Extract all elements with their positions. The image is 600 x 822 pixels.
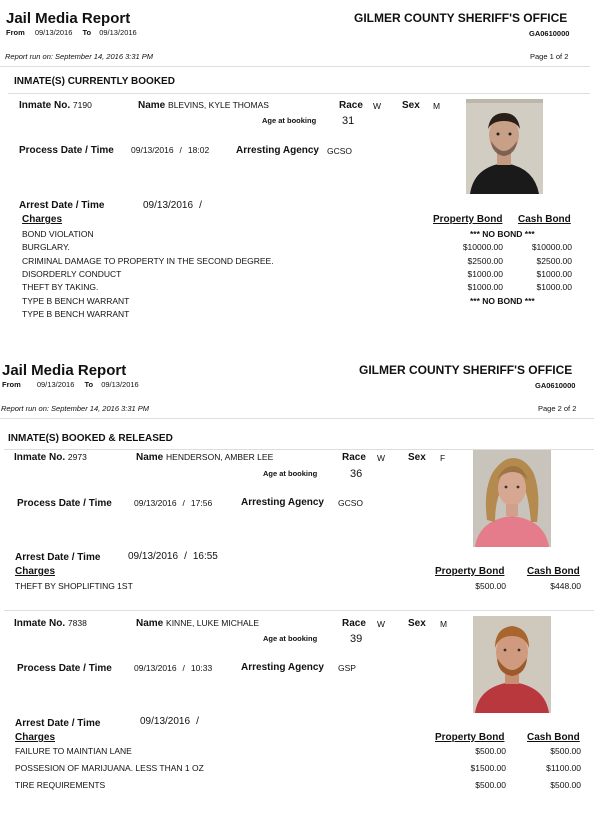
race-value: W <box>377 453 386 463</box>
inmate-number: 2973 <box>67 452 87 462</box>
inmate-name: KINNE, LUKE MICHALE <box>166 618 260 628</box>
property-bond-header: Property Bond <box>433 214 503 225</box>
to-label: To <box>84 380 94 389</box>
agency-label: Arresting Agency <box>241 497 324 508</box>
inmate-number: 7838 <box>67 618 87 628</box>
report-title: Jail Media Report <box>6 10 131 27</box>
page-number: Page 1 of 2 <box>530 52 569 61</box>
age-label: Age at booking <box>263 469 318 478</box>
sex-value: M <box>440 619 448 629</box>
sex-label: Sex <box>408 452 426 463</box>
property-bond-value: $1000.00 <box>467 282 503 292</box>
race-label: Race <box>342 618 366 629</box>
office-name: GILMER COUNTY SHERIFF'S OFFICE <box>359 363 573 377</box>
process-datetime: 09/13/2016 / 10:33 <box>134 663 213 673</box>
agency-label: Arresting Agency <box>241 662 324 673</box>
inmate-name: BLEVINS, KYLE THOMAS <box>168 100 269 110</box>
charge-item: BOND VIOLATION <box>22 229 94 239</box>
inmate-name: HENDERSON, AMBER LEE <box>166 452 274 462</box>
agency-value: GSP <box>338 663 356 673</box>
arrest-label: Arrest Date / Time <box>15 718 101 729</box>
race-label: Race <box>339 100 363 111</box>
property-bond-value: $2500.00 <box>467 256 503 266</box>
arrest-label: Arrest Date / Time <box>19 200 105 211</box>
inmate-photo <box>473 616 551 713</box>
sex-label: Sex <box>408 618 426 629</box>
process-label: Process Date / Time <box>17 663 112 674</box>
sex-label: Sex <box>402 100 420 111</box>
arrest-datetime: 09/13/2016 / <box>140 716 199 727</box>
charge-item: CRIMINAL DAMAGE TO PROPERTY IN THE SECOND DEGREE. <box>22 256 274 266</box>
name-label: Name BLEVINS, KYLE THOMAS <box>138 100 269 111</box>
from-label: From <box>2 380 21 389</box>
to-label: To <box>82 28 92 37</box>
process-label: Process Date / Time <box>17 498 112 509</box>
cash-bond-value: $500.00 <box>550 780 581 790</box>
date-range <box>6 28 137 37</box>
sex-value: M <box>433 101 441 111</box>
charge-item: DISORDERLY CONDUCT <box>22 269 122 279</box>
arrest-datetime: 09/13/2016 / <box>143 200 202 211</box>
name-label: Name HENDERSON, AMBER LEE <box>136 452 274 463</box>
age-value: 39 <box>350 633 363 645</box>
property-bond-value: $1500.00 <box>470 763 506 773</box>
arrest-label: Arrest Date / Time <box>15 552 101 563</box>
cash-bond-value: $2500.00 <box>536 256 572 266</box>
cash-bond-header: Cash Bond <box>527 566 580 577</box>
from-label: From <box>6 28 25 37</box>
report-code: GA0610000 <box>535 381 576 390</box>
process-datetime: 09/13/2016 / 17:56 <box>134 498 213 508</box>
charges-header: Charges <box>22 214 63 225</box>
inmate-photo <box>473 450 551 547</box>
race-label: Race <box>342 452 366 463</box>
sex-value: F <box>440 453 446 463</box>
cash-bond-value: $500.00 <box>550 746 581 756</box>
inmate-no-label: Inmate No. 7190 <box>19 100 92 111</box>
inmate-number: 7190 <box>72 100 92 110</box>
charge-item: THEFT BY TAKING. <box>22 282 99 292</box>
race-value: W <box>373 101 382 111</box>
inmate-no-label: Inmate No. 7838 <box>14 618 87 629</box>
charge-item: FAILURE TO MAINTIAN LANE <box>15 746 132 756</box>
process-datetime: 09/13/2016 / 18:02 <box>131 145 210 155</box>
property-bond-value: $10000.00 <box>462 242 503 252</box>
cash-bond-header: Cash Bond <box>518 214 571 225</box>
property-bond-header: Property Bond <box>435 566 505 577</box>
cash-bond-value: $1100.00 <box>546 763 581 773</box>
cash-bond-header: Cash Bond <box>527 732 580 743</box>
age-label: Age at booking <box>263 634 318 643</box>
charge-item: TYPE B BENCH WARRANT <box>22 309 130 319</box>
cash-bond-value: $10000.00 <box>531 242 572 252</box>
cash-bond-value: $1000.00 <box>536 282 572 292</box>
from-date: 09/13/2016 <box>34 28 73 37</box>
report-title: Jail Media Report <box>2 362 127 379</box>
bond-note: *** NO BOND *** <box>470 296 535 306</box>
charge-item: TIRE REQUIREMENTS <box>15 780 106 790</box>
race-value: W <box>377 619 386 629</box>
section-title: INMATE(S) CURRENTLY BOOKED <box>14 76 175 87</box>
charge-item: BURGLARY. <box>22 242 70 252</box>
cash-bond-value: $1000.00 <box>536 269 572 279</box>
inmate-photo <box>466 99 543 194</box>
cash-bond-value: $448.00 <box>550 581 581 591</box>
property-bond-header: Property Bond <box>435 732 505 743</box>
age-value: 31 <box>342 115 355 127</box>
agency-label: Arresting Agency <box>236 145 319 156</box>
charge-item: POSSESION OF MARIJUANA. LESS THAN 1 OZ <box>15 763 204 773</box>
property-bond-value: $500.00 <box>475 581 506 591</box>
section-title: INMATE(S) BOOKED & RELEASED <box>8 433 173 444</box>
charges-header: Charges <box>15 732 56 743</box>
charge-item: THEFT BY SHOPLIFTING 1ST <box>15 581 133 591</box>
name-label: Name KINNE, LUKE MICHALE <box>136 618 260 629</box>
charges-header: Charges <box>15 566 56 577</box>
age-value: 36 <box>350 468 363 480</box>
process-label: Process Date / Time <box>19 145 114 156</box>
report-run-text: Report run on: September 14, 2016 3:31 PM <box>5 52 154 61</box>
property-bond-value: $1000.00 <box>467 269 503 279</box>
to-date: 09/13/2016 <box>99 28 137 37</box>
from-date: 09/13/2016 <box>36 380 75 389</box>
age-label: Age at booking <box>262 116 317 125</box>
property-bond-value: $500.00 <box>475 780 506 790</box>
report-code: GA0610000 <box>529 29 570 38</box>
arrest-datetime: 09/13/2016 / 16:55 <box>128 551 218 562</box>
report-run-text: Report run on: September 14, 2016 3:31 PM <box>1 404 150 413</box>
to-date: 09/13/2016 <box>101 380 139 389</box>
charge-item: TYPE B BENCH WARRANT <box>22 296 130 306</box>
property-bond-value: $500.00 <box>475 746 506 756</box>
bond-note: *** NO BOND *** <box>470 229 535 239</box>
agency-value: GCSO <box>327 146 353 156</box>
office-name: GILMER COUNTY SHERIFF'S OFFICE <box>354 11 568 25</box>
date-range <box>2 380 139 389</box>
page-number: Page 2 of 2 <box>538 404 577 413</box>
agency-value: GCSO <box>338 498 364 508</box>
inmate-no-label: Inmate No. 2973 <box>14 452 87 463</box>
